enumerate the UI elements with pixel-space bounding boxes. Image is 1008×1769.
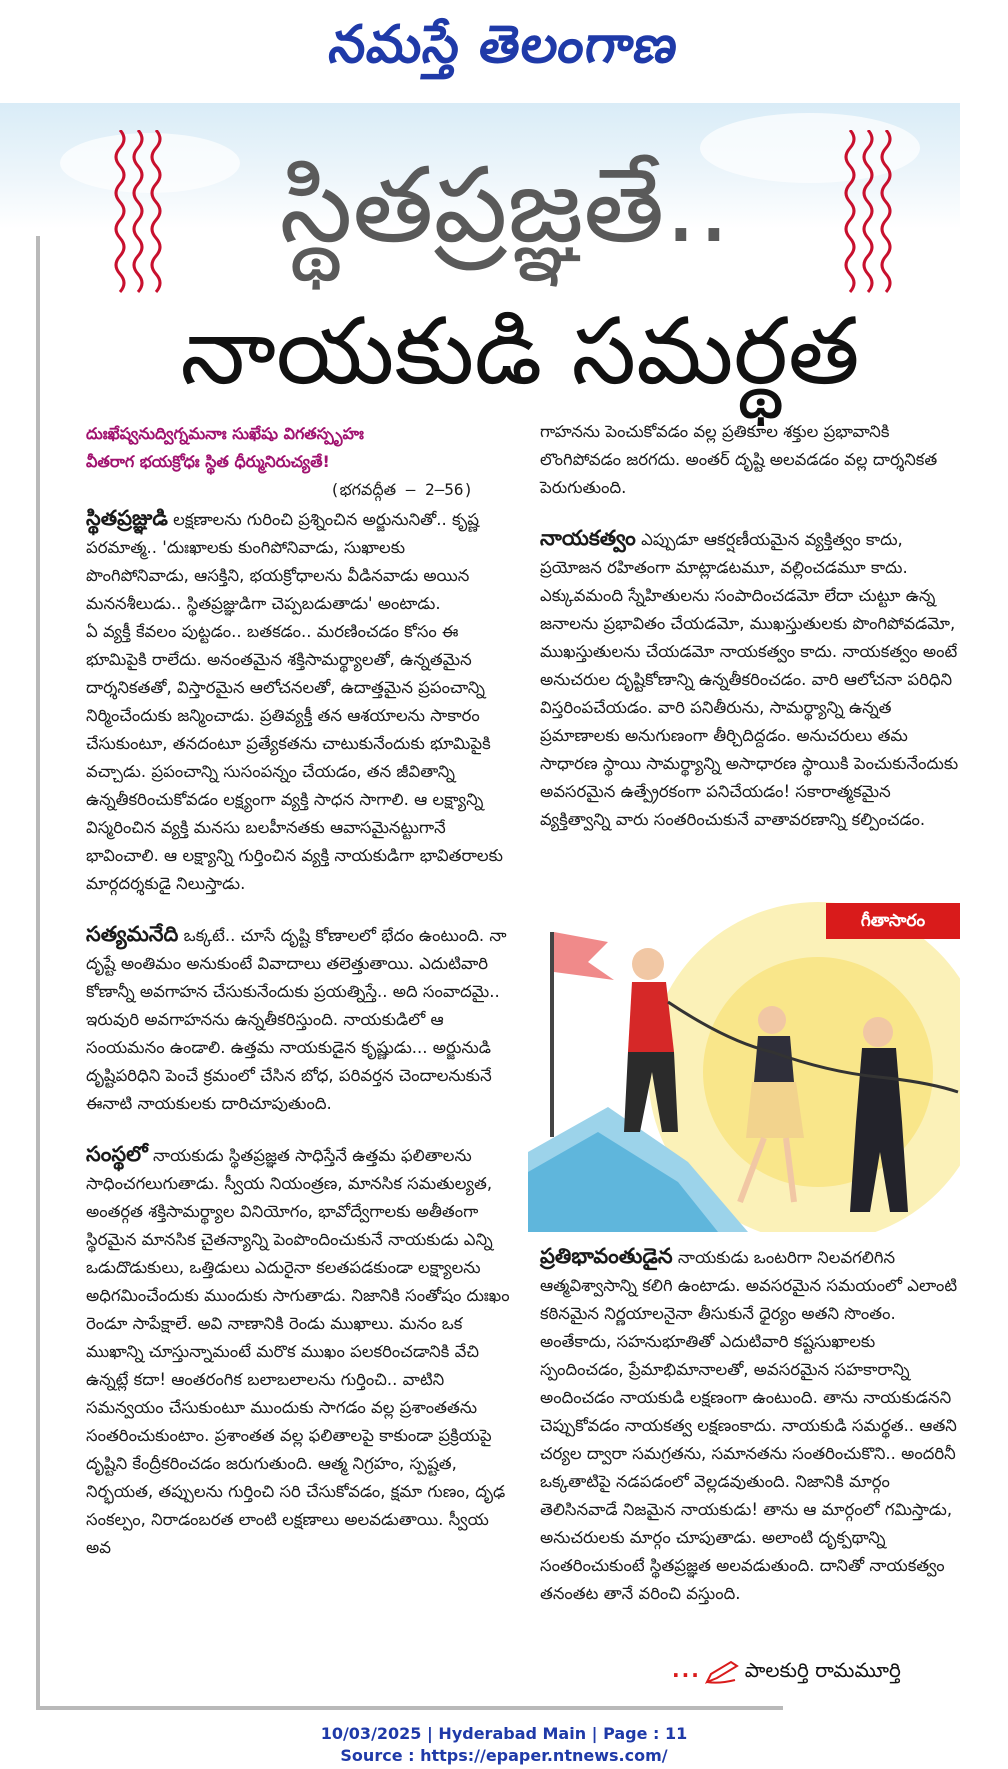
gita-sloka <box>86 420 536 476</box>
paragraph-lead: సంస్థలో <box>86 1142 148 1166</box>
paragraph-text: ఎప్పుడూ ఆకర్షణీయమైన వ్యక్తిత్వం కాదు, ప్రయోజన రహితంగా మాట్లాడటమూ, వల్లించడమూ కాదు. ఎక్కువమంది స్నేహితులను సంపాదించడమో లేదా చుట్టూ ఉన్న జనాలను ప్రభావితం చేయడమో, ముఖస్తుతులకు పొంగిపోవడమో, ముఖస్తుతులను చేయడమో నాయకత్వం కాదు. నాయకత్వం అంటే అనుచరుల దృష్టికోణాన్ని ఉన్నతీకరించడం. వారి ఆలోచనా పరిధిని విస్తరింపచేయడం. వారి పనితీరును, సామర్థ్యాన్ని ఉన్నత ప్రమాణాలకు అనుగుణంగా తీర్చిదిద్దడం. అనుచరులు తమ సాధారణ స్థాయి సామర్థ్యాన్ని అసాధారణ స్థాయికి పెంచుకునేందుకు అవసరమైన ఉత్ప్రేరకంగా పనిచేయడం! సకారాత్మకమైన వ్యక్తిత్వాన్ని వారు సంతరించుకునే వాతావరణాన్ని కల్పించడం. <box>540 530 959 829</box>
article-column-2-bottom <box>540 1242 960 1662</box>
section-tag: గీతాసారం <box>826 903 960 939</box>
decorative-squiggle-left <box>112 130 164 305</box>
paragraph-lead: నాయకత్వం <box>540 526 636 550</box>
paragraph-lead: స్థితప్రజ్ఞుడి <box>86 506 168 530</box>
headline-line-1: స్థితప్రజ్ఞతే.. <box>279 144 731 266</box>
sloka-line-1: దుఃఖేష్వనుద్విగ్నమనాః సుఖేషు విగతస్పృహః <box>86 424 364 443</box>
masthead-logo: నమస్తే తెలంగాణ <box>325 15 683 75</box>
paragraph-lead: సత్యమనేది <box>86 922 179 946</box>
pen-icon <box>705 1660 739 1684</box>
article-frame-bottom <box>36 1706 783 1710</box>
byline-dots: ... <box>672 1658 701 1682</box>
paragraph-text: నాయకుడు ఒంటరిగా నిలవగలిగిన ఆత్మవిశ్వాసాన్ని కలిగి ఉంటాడు. అవసరమైన సమయంలో ఎలాంటి కఠినమైన నిర్ణయాలనైనా తీసుకునే ధైర్యం అతని సొంతం. అంతేకాదు, సహనుభూతితో ఎదుటివారి కష్టసుఖాలకు స్పందించడం, ప్రేమాభిమానాలతో, అవసరమైన సహకారాన్ని అందించడం నాయకుడి లక్షణంగా ఉంటుంది. తాను నాయకుడనని చెప్పుకోవడం నాయకత్వ లక్షణంకాదు. నాయకుడి సమర్థత.. ఆతని చర్యల ద్వారా సమగ్రతను, సమానతను సంతరించుకొని.. అందరినీ ఒక్కతాటిపై నడపడంలో వెల్లడవుతుంది. నిజానికి మార్గం తెలిసినవాడే నిజమైన నాయకుడు! తాను ఆ మార్గంలో గమిస్తాడు, అనుచరులకు మార్గం చూపుతాడు. అలాంటి దృక్పథాన్ని సంతరించుకుంటే స్థితప్రజ్ఞత అలవడుతుంది. దానితో నాయకత్వం తనంతట తానే వరించి వస్తుంది. <box>540 1248 958 1603</box>
paragraph-lead: ప్రతిభావంతుడైన <box>540 1244 673 1268</box>
paragraph <box>540 1242 960 1608</box>
decorative-squiggle-right <box>842 130 894 305</box>
headline-line-2: నాయకుడి సమర్థత <box>180 298 860 405</box>
paragraph <box>86 1140 510 1562</box>
author-name: పాలకుర్తి రామమూర్తి <box>744 1658 901 1682</box>
paragraph-text: ఒక్కటే.. చూసే దృష్టి కోణాలలో భేదం ఉంటుంది. నా దృష్టే అంతిమం అనుకుంటే వివాదాలు తలెత్తుతాయి. ఎదుటివారి కోణాన్నీ అవగాహన చేసుకునేందుకు ప్రయత్నిస్తే.. అది సంవాదమై.. ఇరువురి అవగాహనను ఉన్నతీకరిస్తుంది. నాయకుడిలో ఆ సంయమనం ఉండాలి. ఉత్తమ నాయకుడైన కృష్ణుడు... అర్జునుడి దృష్టిపరిధిని పెంచే క్రమంలో చేసిన బోధ, పరివర్తన చెందాలనుకునే ఈనాటి నాయకులకు దారిచూపుతుంది. <box>86 926 507 1113</box>
author-byline <box>672 1652 962 1688</box>
footer-edition-info: 10/03/2025 | Hyderabad Main | Page : 11 <box>320 1724 688 1743</box>
paragraph-text: నాయకుడు స్థితప్రజ్ఞత సాధిస్తేనే ఉత్తమ ఫలితాలను సాధించగలుగుతాడు. స్వీయ నియంత్రణ, మానసిక సమతుల్యత, అంతర్గత శక్తిసామర్థ్యాల వినియోగం, భావోద్వేగాలకు అతీతంగా స్థిరమైన మానసిక చైతన్యాన్ని పెంపొందించుకునే నాయకుడు ఎన్ని ఒడుదొడుకులు, ఒత్తిడులు ఎదురైనా కలతపడకుండా లక్ష్యాలను అధిగమించేందుకు ముందుకు సాగుతాడు. నిజానికి సంతోషం దుఃఖం రెండూ సాపేక్షాలే. అవి నాణానికి రెండు ముఖాలు. మనం ఒక ముఖాన్ని చూస్తున్నామంటే మరొక ముఖం పలకరించడానికి వేచి ఉన్నట్లే కదా! ఆంతరంగిక బలాబలాలను గుర్తించి.. వాటిని సమన్వయం చేసుకుంటూ ముందుకు సాగడం వల్ల ప్రశాంతతను సంతరించుకుంటాం. ప్రశాంతత వల్ల ఫలితాలపై కాకుండా ప్రక్రియపై దృష్టిని కేంద్రీకరించడం జరుగుతుంది. ఆత్మ నిగ్రహం, స్పష్టత, నిర్భయత, తప్పులను గుర్తించి సరి చేసుకోవడం, క్షమా గుణం, దృఢ సంకల్పం, నిరాడంబరత లాంటి లక్షణాలు అలవడుతాయి. స్వీయ అవ <box>86 1146 510 1557</box>
sloka-line-2: వీతరాగ భయక్రోధః స్థిత ధీర్మునిరుచ్యతే! <box>86 452 330 471</box>
footer-source: Source : https://epaper.ntnews.com/ <box>340 1746 668 1765</box>
article-frame-left <box>36 236 40 1710</box>
sloka-source: (భగవద్గీత – 2–56) <box>330 480 474 499</box>
paragraph <box>540 524 960 834</box>
paragraph-text: లక్షణాలను గురించి ప్రశ్నించిన అర్జునునితో.. కృష్ణ పరమాత్మ.. 'దుఃఖాలకు కుంగిపోనివాడు, సుఖాలకు పొంగిపోనివాడు, ఆసక్తిని, భయక్రోధాలను వీడినవాడు అయిన మననశీలుడు.. స్థితప్రజ్ఞుడిగా చెప్పబడుతాడు' అంటాడు. <box>86 510 479 613</box>
leadership-illustration <box>528 902 960 1232</box>
article-column-1 <box>86 504 510 1700</box>
paragraph <box>86 504 510 618</box>
paragraph: గాహనను పెంచుకోవడం వల్ల ప్రతికూల శక్తుల ప్రభావానికి లొంగిపోవడం జరగదు. అంతర్ దృష్టి అలవడడం వల్ల దార్శనికత పెరుగుతుంది. <box>540 422 938 497</box>
paragraph: ఏ వ్యక్తీ కేవలం పుట్టడం.. బతకడం.. మరణించడం కోసం ఈ భూమిపైకి రాలేదు. అనంతమైన శక్తిసామర్థ్యాలతో, ఉన్నతమైన దార్శనికతతో, విస్తారమైన ఆలోచనలతో, ఉదాత్తమైన ప్రపంచాన్ని నిర్మించేందుకు జన్మించాడు. ప్రతివ్యక్తీ తన ఆశయాలను సాకారం చేసుకుంటూ, తనదంటూ ప్రత్యేకతను చాటుకునేందుకు భూమిపైకి వచ్చాడు. ప్రపంచాన్ని సుసంపన్నం చేయడం, తన జీవితాన్ని ఉన్నతీకరించుకోవడం లక్ష్యంగా వ్యక్తి సాధన సాగాలి. ఆ లక్ష్యాన్ని విస్మరించిన వ్యక్తి మనసు బలహీనతకు ఆవాసమైనట్టుగానే భావించాలి. ఆ లక్ష్యాన్ని గుర్తించిన వ్యక్తి నాయకుడిగా భావితరాలకు మార్గదర్శకుడై నిలుస్తాడు. <box>86 622 503 893</box>
article-column-2-top <box>540 418 960 898</box>
paragraph <box>86 920 510 1118</box>
